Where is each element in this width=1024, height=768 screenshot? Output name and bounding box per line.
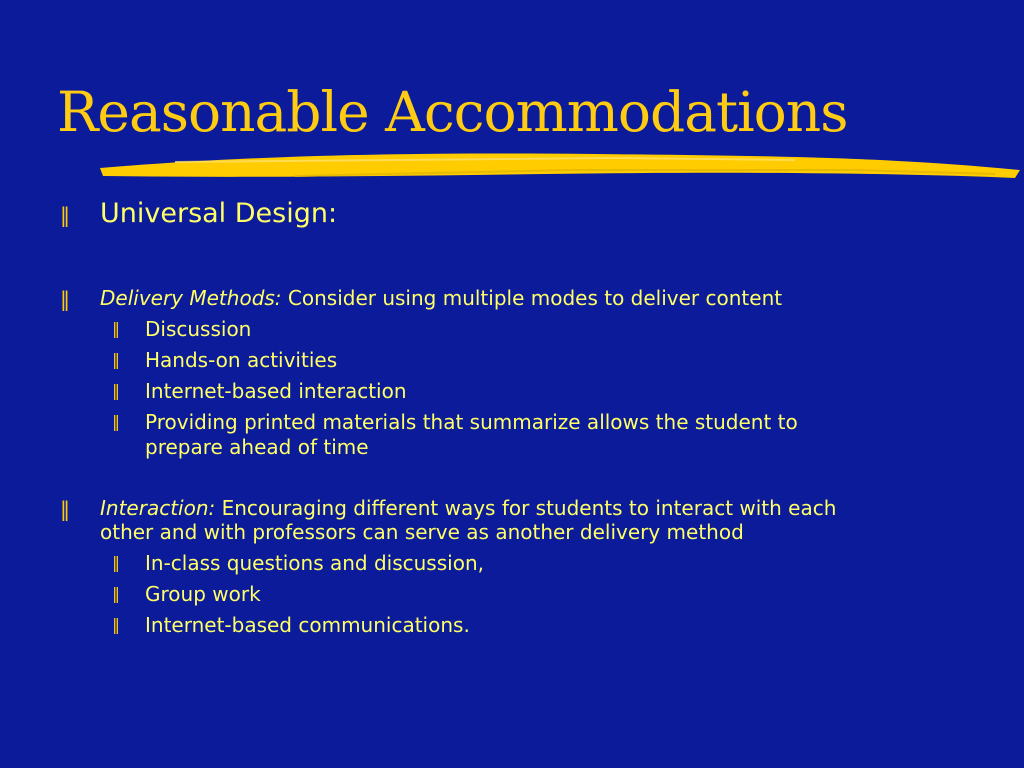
heading-universal-design: Universal Design: [100, 198, 338, 229]
delivery-item: Discussion [145, 317, 252, 341]
z-bullet-icon: ‖ [112, 412, 120, 431]
interaction-label: Interaction: [100, 496, 216, 520]
interaction-item: In-class questions and discussion, [145, 551, 484, 575]
delivery-item: Hands-on activities [145, 348, 338, 372]
delivery-methods-line [100, 286, 782, 310]
z-bullet-icon: ‖ [112, 319, 120, 338]
delivery-methods-text: Consider using multiple modes to deliver content [281, 286, 783, 310]
title-underline-brush [95, 148, 1024, 188]
interaction-item: Group work [145, 582, 261, 606]
delivery-item-continuation: prepare ahead of time [145, 435, 369, 459]
delivery-item: Internet-based interaction [145, 379, 407, 403]
z-bullet-icon: ‖ [112, 584, 120, 603]
z-bullet-icon: ‖ [112, 350, 120, 369]
z-bullet-icon: ‖ [60, 287, 70, 311]
interaction-item: Internet-based communications. [145, 613, 470, 637]
delivery-item: Providing printed materials that summarize allows the student to [145, 410, 798, 434]
z-bullet-icon: ‖ [60, 497, 70, 521]
interaction-line-2: other and with professors can serve as another delivery method [100, 520, 744, 544]
interaction-text: Encouraging different ways for students to interact with each [215, 496, 837, 520]
z-bullet-icon: ‖ [112, 615, 120, 634]
z-bullet-icon: ‖ [112, 381, 120, 400]
delivery-methods-label: Delivery Methods: [100, 286, 282, 310]
slide-title: Reasonable Accommodations [57, 80, 848, 144]
interaction-line [100, 496, 836, 520]
z-bullet-icon: ‖ [60, 203, 70, 227]
z-bullet-icon: ‖ [112, 553, 120, 572]
